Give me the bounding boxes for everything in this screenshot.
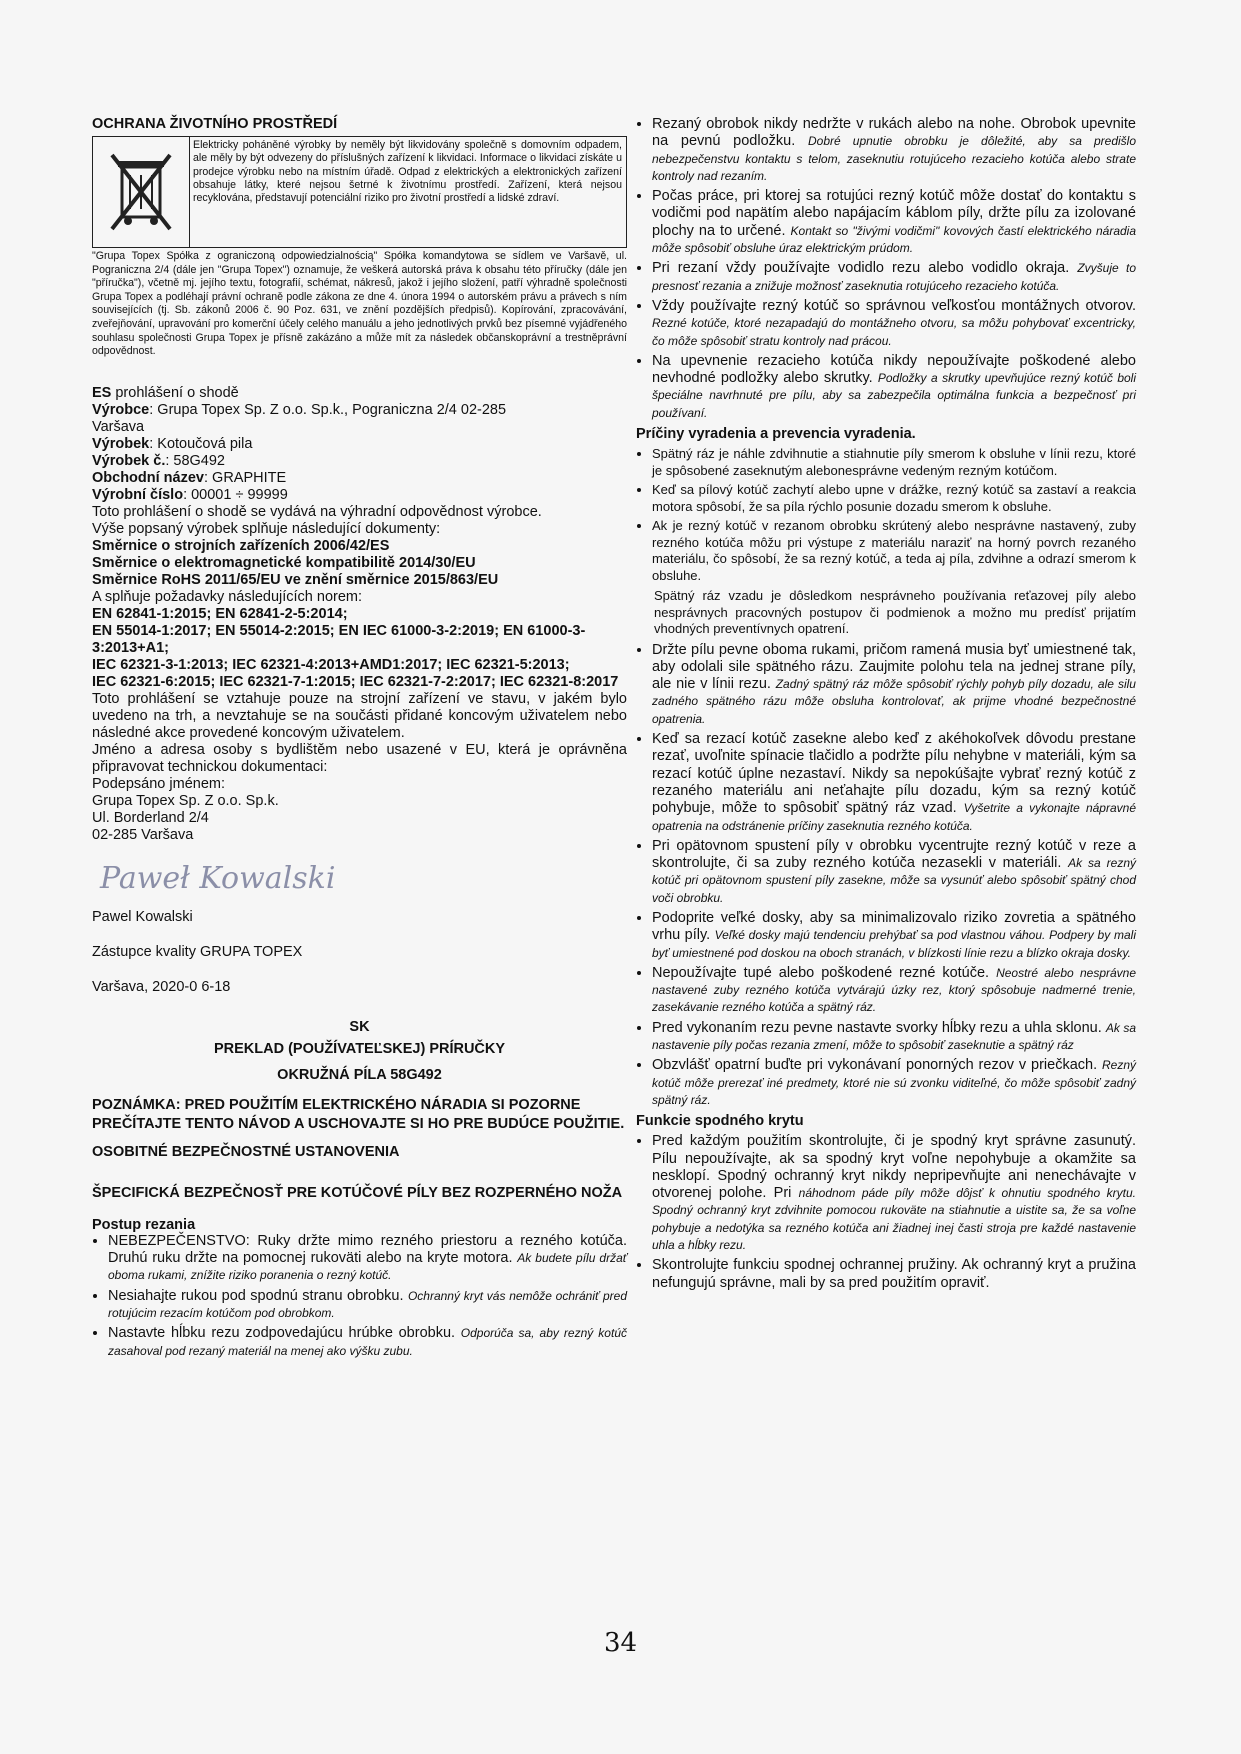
- list-item: [108, 1288, 627, 1323]
- lower-guard-heading: Funkcie spodného krytu: [636, 1113, 804, 1130]
- product-line: Výrobek: Kotoučová pila: [92, 435, 253, 452]
- norms-list-1: EN 62841-1:2015; EN 62841-2-5:2014;: [92, 605, 348, 622]
- serial-number-line: Výrobní číslo: 00001 ÷ 99999: [92, 486, 288, 503]
- list-item-text: Keď sa rezací kotúč zasekne alebo keď z akéhokoľvek dôvodu prestane rezať, uvoľnite spínacie tlačidlo a podržte pílu nehybne v materiáli, kým sa rezací kotúč úplne nezastaví. Nikdy sa nepokúšajte vybrať rezný kotúč z rezaného materiálu ani neťahajte pílu dozadu, kým sa rezný kotúč pohybuje, môže to spôsobiť spätný ráz vzad.: [652, 731, 1136, 817]
- list-item-text: Držte pílu pevne oboma rukami, pričom ramená musia byť umiestnené tak, aby odolali sile spätného rázu. Zaujmite polohu tela na jednej strane píly, ale nie v línii rezu.: [652, 641, 1136, 693]
- special-safety-heading: OSOBITNÉ BEZPEČNOSTNÉ USTANOVENIA: [92, 1143, 400, 1160]
- list-item-text: Rezaný obrobok nikdy nedržte v rukách alebo na nohe. Obrobok upevnite na pevnú podložku.: [652, 116, 1136, 150]
- norms-line: A splňuje požadavky následujících norem:: [92, 588, 363, 605]
- norms-list-4: IEC 62321-6:2015; IEC 62321-7-1:2015; IEC 62321-7-2:2017; IEC 62321-8:2017: [92, 673, 619, 690]
- list-item-text: Pred každým použitím skontrolujte, či je spodný kryt správne zasunutý. Pílu nepoužívajte, ak sa spodný kryt voľne nepohybuje a okamžite sa nesklopí. Spodný ochranný kryt nikdy nepripevňujte ani nenechávajte v otvorenej polohe. Pri: [652, 1133, 1136, 1202]
- list-item-note: Zvyšuje to presnosť rezania a znižuje možnosť zaseknutia rotujúceho rezacieho kotúča.: [652, 261, 1136, 293]
- list-item-text: Pri rezaní vždy používajte vodidlo rezu alebo vodidlo okraja.: [652, 260, 1070, 277]
- list-item-text: Keď sa pílový kotúč zachytí alebo upne v drážke, rezný kotúč sa zastaví a reakcia motora spôsobí, že sa píla rýchlo posunie dozadu smerom k obsluhe.: [652, 482, 1136, 514]
- language-code: SK: [349, 1018, 370, 1035]
- kickback-paragraph: Spätný ráz vzadu je dôsledkom nesprávneho používania reťazovej píly alebo nesprávnych pracovných postupov či podmienok a možno mu predísť prijatím vhodných preventívnych opatrení.: [654, 588, 1136, 637]
- signature-text: Paweł Kowalski: [100, 860, 336, 896]
- list-item-text: Nepoužívajte tupé alebo poškodené rezné kotúče.: [652, 964, 990, 981]
- list-item-text: Skontrolujte funkciu spodnej ochrannej pružiny. Ak ochranný kryt a pružina nefungujú správne, mali by sa pred použitím opraviť.: [652, 1257, 1136, 1291]
- signature: [96, 854, 627, 905]
- environment-box-text: Elektricky poháněné výrobky by neměly být likvidovány společně s domovním odpadem, ale měly by být odvezeny do příslušných zařízení k likvidaci. Informace o likvidaci získáte u prodejce výrobku nebo na místním úřadě. Odpad z elektrických a elektronických zařízení obsahuje látky, které nejsou šetrné k životnímu prostředí. Zařízení, která nejsou recyklována, představují potenciální riziko pro životní prostředí a lidské zdraví.: [193, 139, 622, 205]
- directive-rohs: Směrnice RoHS 2011/65/EU ve znění směrnice 2015/863/EU: [92, 571, 499, 588]
- list-item: [652, 1057, 1136, 1109]
- sk-title-block: [92, 1016, 627, 1086]
- list-item: [652, 1257, 1136, 1292]
- list-item: [652, 446, 1136, 479]
- cutting-procedure-heading: Postup rezania: [92, 1216, 196, 1233]
- signed-label: Podepsáno jménem:: [92, 775, 225, 792]
- directive-machinery: Směrnice o strojních zařízeních 2006/42/ES: [92, 537, 390, 554]
- right-column: [636, 116, 1136, 1295]
- list-item: [652, 965, 1136, 1017]
- list-item-note: Zadný spätný ráz môže spôsobiť rýchly pohyb píly dozadu, ale silu zadného spätného rázu môže obsluha kontrolovať, ak prijme vhodné bezpečnostné opatrenia.: [652, 677, 1136, 726]
- declaration-of-conformity: [92, 385, 627, 996]
- list-item-note: Rezné kotúče, ktoré nezapadajú do montážneho otvoru, sa môžu pohybovať excentricky, čo môže spôsobiť stratu kontroly nad prácou.: [652, 316, 1136, 348]
- list-item: [108, 1325, 627, 1360]
- environment-heading: OCHRANA ŽIVOTNÍHO PROSTŘEDÍ: [92, 116, 338, 132]
- product-title: OKRUŽNÁ PÍLA 58G492: [277, 1066, 442, 1083]
- list-item-note: Veľké dosky majú tendenciu prehýbať sa pod vlastnou váhou. Podpery by mali byť umiestnené pod doskou na oboch stranách, v blízkosti línie rezu a blízko okraja dosky.: [652, 928, 1136, 960]
- manufacturer-city: Varšava: [92, 418, 145, 435]
- list-item-text: Nesiahajte rukou pod spodnú stranu obrobku.: [108, 1287, 404, 1304]
- company-city: 02-285 Varšava: [92, 826, 194, 843]
- specific-safety-heading: ŠPECIFICKÁ BEZPEČNOSŤ PRE KOTÚČOVÉ PÍLY BEZ ROZPERNÉHO NOŽA: [92, 1184, 623, 1201]
- norms-list-2: EN 55014-1:2017; EN 55014-2:2015; EN IEC 61000-3-2:2019; EN 61000-3-3:2013+A1;: [92, 622, 586, 656]
- list-item: [652, 482, 1136, 515]
- list-item-note: Odporúča sa, aby rezný kotúč zasahoval pod rezaný materiál na menej ako výšku zubu.: [108, 1326, 627, 1358]
- lower-guard-list: [636, 1133, 1136, 1292]
- complies-line: Výše popsaný výrobek splňuje následující dokumenty:: [92, 520, 441, 537]
- list-item-text: Podoprite veľké dosky, aby sa minimalizovalo riziko zovretia a spätného vrhu píly.: [652, 910, 1136, 944]
- authorized-person-paragraph: Jméno a adresa osoby s bydlištěm nebo usazené v EU, která je oprávněna připravovat technickou dokumentaci:: [92, 741, 627, 775]
- manufacturer-line: Výrobce: Grupa Topex Sp. Z o.o. Sp.k., Pograniczna 2/4 02-285: [92, 401, 507, 418]
- list-item: [652, 1133, 1136, 1254]
- list-item: [652, 353, 1136, 422]
- crossed-out-wheelie-bin-icon: [93, 137, 190, 247]
- list-item: [652, 116, 1136, 185]
- kickback-causes-list: [636, 446, 1136, 584]
- list-item-note: Podložky a skrutky upevňujúce rezný kotúč boli špeciálne navrhnuté pre pílu, aby sa zabezpečila optimálna funkcia a bezpečnosť pri používaní.: [652, 371, 1136, 420]
- company-name: Grupa Topex Sp. Z o.o. Sp.k.: [92, 792, 279, 809]
- list-item: [652, 910, 1136, 962]
- list-item: [652, 1020, 1136, 1055]
- page-number: 34: [603, 1628, 638, 1658]
- list-item-text: Spätný ráz je náhle zdvihnutie a stiahnutie píly smerom k obsluhe v línii rezu, ktoré je spôsobené zaseknutým alebonesprávne vedeným rezným kotúčom.: [652, 446, 1136, 478]
- list-item-text: Nastavte hĺbku rezu zodpovedajúcu hrúbke obrobku.: [108, 1325, 456, 1342]
- list-item-text: Ak je rezný kotúč v rezanom obrobku skrútený alebo nesprávne nastavený, zuby rezného kotúča môžu pri výstupe z materiálu naraziť na horný povrch rezaného materiálu, čo spôsobí, že sa rezný kotúč, a teda aj píla, zdvihne a odrazí smerom k obsluhe.: [652, 518, 1136, 583]
- list-item: [652, 642, 1136, 728]
- list-item-text: Vždy používajte rezný kotúč so správnou veľkosťou montážnych otvorov.: [652, 297, 1136, 314]
- signer-role: Zástupce kvality GRUPA TOPEX: [92, 943, 303, 960]
- list-item: [108, 1233, 627, 1285]
- list-item-note: Kontakt so "živými vodičmi" kovových častí elektrického náradia môže spôsobiť obsluhe úraz elektrickým prúdom.: [652, 223, 1137, 256]
- list-item-note: Ak budete pílu držať oboma rukami, znížite riziko poranenia o rezný kotúč.: [108, 1251, 627, 1283]
- list-item-text: Na upevnenie rezacieho kotúča nikdy nepoužívajte poškodené alebo nevhodné podložky alebo skrutky.: [652, 352, 1136, 387]
- list-item-note: Ochranný kryt vás nemôže ochrániť pred rotujúcim rezacím kotúčom pod obrobkom.: [108, 1288, 628, 1320]
- environment-box: [92, 136, 627, 248]
- list-item-text: Pred vykonaním rezu pevne nastavte svorky hĺbky rezu a uhla sklonu.: [652, 1019, 1102, 1036]
- list-item-text: Počas práce, pri ktorej sa rotujúci rezný kotúč môže dostať do kontaktu s vodičmi pod napätím alebo napájacím káblom píly, držte pílu za izolované plochy na to určené.: [652, 188, 1136, 239]
- list-item-note: Dobré upnutie obrobku je dôležité, aby sa predišlo nebezpečenstvu kontaktu s telom, zaseknutiu rotujúceho rezacieho kotúča alebo strate kontroly nad rezaním.: [652, 134, 1137, 183]
- list-item: [652, 731, 1136, 835]
- left-column: [92, 116, 627, 1363]
- product-number-line: Výrobek č.: 58G492: [92, 452, 226, 469]
- responsibility-line: Toto prohlášení o shodě se vydává na výhradní odpovědnost výrobce.: [92, 503, 542, 520]
- kickback-prevention-list: [636, 642, 1136, 1110]
- manual-title: PREKLAD (POUŽÍVATEĽSKEJ) PRÍRUČKY: [213, 1040, 506, 1057]
- list-item: [652, 298, 1136, 350]
- list-item: [652, 188, 1136, 257]
- list-item-note: Ak sa rezný kotúč pri opätovnom spustení píly zasekne, môže sa vysunúť alebo spôsobiť spätný chod voči obrobku.: [652, 856, 1136, 905]
- trade-name-line: Obchodní název: GRAPHITE: [92, 469, 287, 486]
- company-street: Ul. Borderland 2/4: [92, 809, 209, 826]
- list-item-note: Vyšetrite a vykonajte nápravné opatrenia na odstránenie príčiny zaseknutia rezného kotúča.: [652, 801, 1137, 833]
- list-item-note: Neostré alebo nesprávne nastavené zuby rezného kotúča vytvárajú úzky rez, ktorý spôsobuje nadmerné trenie, zasekávanie rezného kotúča a spätný ráz.: [652, 965, 1137, 1015]
- list-item-note: náhodnom páde píly môže dôjsť k ohnutiu spodného krytu. Spodný ochranný kryt zdvihnite pomocou rukoväte na stiahnutie a uistite sa, že sa voľne pohybuje a nedotýka sa rezného kotúča ani žiadnej inej časti stroja pre každé nastavenie uhla a hĺbky rezu.: [652, 1186, 1137, 1253]
- list-item: [652, 260, 1136, 295]
- cutting-procedure-list: [92, 1233, 627, 1360]
- declaration-heading: ES prohlášení o shodě: [92, 384, 239, 401]
- place-date: Varšava, 2020-0 6-18: [92, 978, 231, 995]
- read-manual-note: POZNÁMKA: PRED POUŽITÍM ELEKTRICKÉHO NÁRADIA SI POZORNE PREČÍTAJTE TENTO NÁVOD A USCHOVAJTE SI HO PRE BUDÚCE POUŽITIE.: [92, 1096, 625, 1132]
- list-item: [652, 838, 1136, 907]
- list-item-text: Obzvlášť opatrní buďte pri vykonávaní ponorných rezov v priečkach.: [652, 1057, 1098, 1074]
- list-item-note: Ak sa nastavenie píly počas rezania zmení, môže to spôsobiť zaseknutie a spätný ráz: [652, 1020, 1137, 1053]
- workpiece-safety-list: [636, 116, 1136, 422]
- kickback-heading: Príčiny vyradenia a prevencia vyradenia.: [636, 426, 916, 443]
- norms-list-3: IEC 62321-3-1:2013; IEC 62321-4:2013+AMD1:2017; IEC 62321-5:2013;: [92, 656, 570, 673]
- scope-paragraph: Toto prohlášení se vztahuje pouze na strojní zařízení ve stavu, v jakém bylo uvedeno na trh, a nevztahuje se na součásti přidané koncovým uživatelem nebo následné akce provedené koncovým uživatelem.: [92, 690, 627, 741]
- list-item: [652, 518, 1136, 584]
- list-item-note: Rezný kotúč môže prerezať iné predmety, ktoré nie sú zvonku viditeľné, čo môže spôsobiť zadný spätný ráz.: [652, 1058, 1137, 1107]
- directive-emc: Směrnice o elektromagnetické kompatibilitě 2014/30/EU: [92, 554, 476, 571]
- list-item-text: Pri opätovnom spustení píly v obrobku vycentrujte rezný kotúč v reze a skontrolujte, či sa zuby rezného kotúča nezasekli v materiáli.: [652, 837, 1136, 872]
- list-item-text: NEBEZPEČENSTVO: Ruky držte mimo rezného priestoru a rezného kotúča. Druhú ruku držte na pomocnej rukoväti alebo na kryte motora.: [108, 1232, 627, 1267]
- signer-name: Pawel Kowalski: [92, 908, 193, 925]
- copyright-notice: "Grupa Topex Spółka z ograniczoną odpowiedzialnością" Spółka komandytowa se sídlem ve Varšavě, ul. Pograniczna 2/4 (dále jen "Grupa Topex") oznamuje, že veškerá autorská práva k obsahu této příručky (dále jen "příručka"), včetně mj. jejího textu, fotografií, schémat, nákresů, jakož i jejího složení, patří výhradně společnosti Grupa Topex a podléhají právní ochraně podle zákona ze dne 4. února 1994 o autorském právu a právech s ním souvisejících (tj. Sb. zákonů 2006 č. 90 Poz. 631, ve znění pozdějších předpisů). Kopírování, zpracovávání, zveřejňování, upravování pro komerční účely celého manuálu a jeho jednotlivých prvků bez písemné vyjádřeného souhlasu společnosti Grupa Topex je přísně zakázáno a může mít za následek občanskoprávní a trestněprávní odpovědnost.: [92, 250, 627, 358]
